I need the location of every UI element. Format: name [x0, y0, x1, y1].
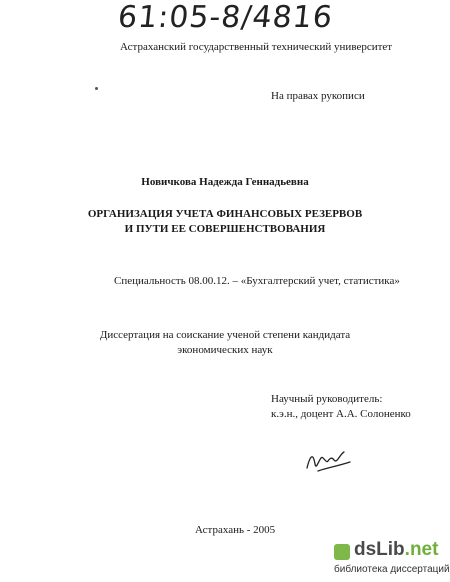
watermark-name-main: dsLib — [354, 539, 405, 560]
supervisor-label: Научный руководитель: — [271, 393, 383, 405]
rights-note: На правах рукописи — [271, 90, 365, 102]
specialty-line: Специальность 08.00.12. – «Бухгалтерский учет, статистика» — [114, 275, 400, 287]
watermark-site-name — [354, 539, 438, 561]
dslib-logo-icon — [334, 544, 350, 560]
scan-speck — [95, 87, 98, 90]
author-name: Новичкова Надежда Геннадьевна — [141, 176, 309, 188]
supervisor-name: к.э.н., доцент А.А. Солоненко — [271, 408, 411, 420]
watermark-subtitle: библиотека диссертаций — [334, 564, 450, 575]
archive-stamp-number: 61:05-8/4816 — [116, 0, 335, 35]
watermark-name-tld: .net — [404, 539, 439, 560]
thesis-title-line: ОРГАНИЗАЦИЯ УЧЕТА ФИНАНСОВЫХ РЕЗЕРВОВ — [87, 208, 363, 220]
dissertation-degree-line: экономических наук — [177, 344, 273, 356]
dissertation-degree-line: Диссертация на соискание ученой степени кандидата — [99, 329, 351, 341]
thesis-title — [0, 207, 450, 237]
watermark-badge[interactable] — [334, 539, 450, 578]
dissertation-degree — [0, 328, 450, 358]
university-name: Астраханский государственный технический университет — [120, 41, 393, 53]
thesis-title-line: И ПУТИ ЕЕ СОВЕРШЕНСТВОВАНИЯ — [124, 223, 326, 235]
city-year: Астрахань - 2005 — [195, 524, 276, 536]
handwritten-signature — [304, 444, 352, 474]
